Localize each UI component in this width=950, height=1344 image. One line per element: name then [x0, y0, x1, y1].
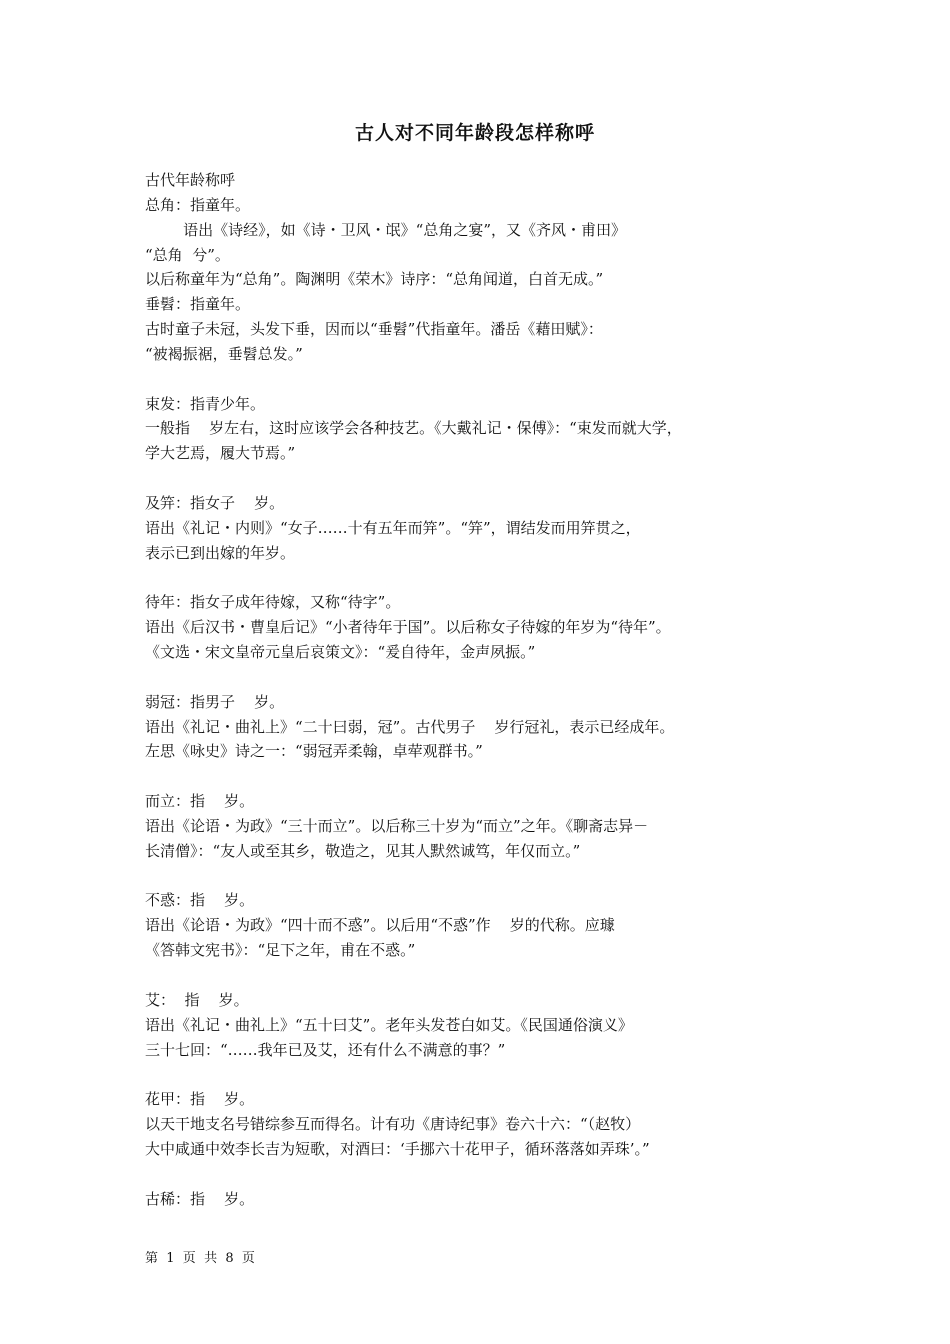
- text-line: 大中咸通中效李长吉为短歌，对酒曰：‘手挪六十花甲子，循环落落如弄珠’。”: [145, 1139, 650, 1158]
- text-line: 弱冠：指男子 岁。: [145, 692, 285, 711]
- text-line: 花甲：指 岁。: [145, 1090, 255, 1109]
- text-line: [145, 566, 785, 591]
- text-line: 古时童子未冠，头发下垂，因而以“垂髫”代指童年。潘岳《藉田赋》：: [145, 320, 603, 339]
- text-line: 束发：指青少年。: [145, 394, 266, 413]
- text-line: [145, 466, 785, 491]
- text-line: [145, 1062, 785, 1087]
- text-line: 及笄：指女子 岁。: [145, 493, 285, 512]
- text-line: [145, 367, 785, 392]
- text-line: 古代年龄称呼: [145, 171, 236, 189]
- text-line: 语出《论语・为政》“四十而不惑”。以后用“不惑”作 岁的代称。应璩: [145, 916, 615, 935]
- text-line: 语出《礼记・曲礼上》“五十曰艾”。老年头发苍白如艾。《民国通俗演义》: [145, 1015, 633, 1034]
- document-title: 古人对不同年龄段怎样称呼: [354, 122, 595, 144]
- text-line: “被褐振裾，垂髫总发。”: [145, 344, 303, 363]
- text-line: 学大艺焉，履大节焉。”: [145, 444, 296, 463]
- text-line: [145, 764, 785, 789]
- text-line: [145, 864, 785, 889]
- text-line: 语出《礼记・内则》“女子……十有五年而笄”。“笄”，谓结发而用笄贯之，: [145, 518, 641, 537]
- text-line: 《答韩文宪书》：“足下之年，甫在不惑。”: [145, 941, 416, 960]
- text-line: 艾： 指 岁。: [145, 990, 249, 1009]
- text-line: 总角：指童年。: [145, 195, 251, 214]
- text-line: [145, 665, 785, 690]
- text-line: 语出《论语・为政》“三十而立”。以后称三十岁为“而立”之年。《聊斋志异－: [145, 816, 649, 835]
- text-line: 以天干地支名号错综参互而得名。计有功《唐诗纪事》卷六十六：“（赵牧）: [145, 1115, 641, 1134]
- text-line: 待年：指女子成年待嫁，又称“待字”。: [145, 593, 401, 612]
- text-line: 一般指 岁左右，这时应该学会各种技艺。《大戴礼记・保傅》：“束发而就大学，: [145, 419, 682, 438]
- text-line: 表示已到出嫁的年岁。: [145, 543, 296, 562]
- text-line: 三十七回：“……我年已及艾，还有什么不满意的事？”: [145, 1040, 506, 1059]
- text-line: 不惑：指 岁。: [145, 891, 255, 910]
- page-footer: 第 1 页 共 8 页: [145, 1251, 255, 1266]
- text-line: 垂髫：指童年。: [145, 295, 251, 314]
- text-line: [145, 963, 785, 988]
- text-line: 以后称童年为“总角”。陶渊明《荣木》诗序：“总角闻道，白首无成。”: [145, 270, 604, 289]
- text-line: 古稀：指 岁。: [145, 1189, 255, 1208]
- text-line: [145, 1162, 785, 1187]
- document-body: [145, 168, 785, 1211]
- text-line: 语出《礼记・曲礼上》“二十曰弱，冠”。古代男子 岁行冠礼，表示已经成年。: [145, 717, 675, 736]
- text-line: “总角 兮”。: [145, 245, 230, 264]
- text-line: 语出《后汉书・曹皇后记》“小者待年于国”。以后称女子待嫁的年岁为“待年”。: [145, 618, 671, 637]
- text-line: 《文选・宋文皇帝元皇后哀策文》：“爰自待年，金声夙振。”: [145, 643, 536, 662]
- text-line: 长清僧》：“友人或至其乡，敬造之，见其人默然诚笃，年仅而立。”: [145, 841, 581, 860]
- text-line: 语出《诗经》，如《诗・卫风・氓》“总角之宴”，又《齐风・甫田》: [145, 220, 626, 239]
- text-line: 而立：指 岁。: [145, 792, 255, 811]
- text-line: 左思《咏史》诗之一：“弱冠弄柔翰，卓荦观群书。”: [145, 742, 483, 761]
